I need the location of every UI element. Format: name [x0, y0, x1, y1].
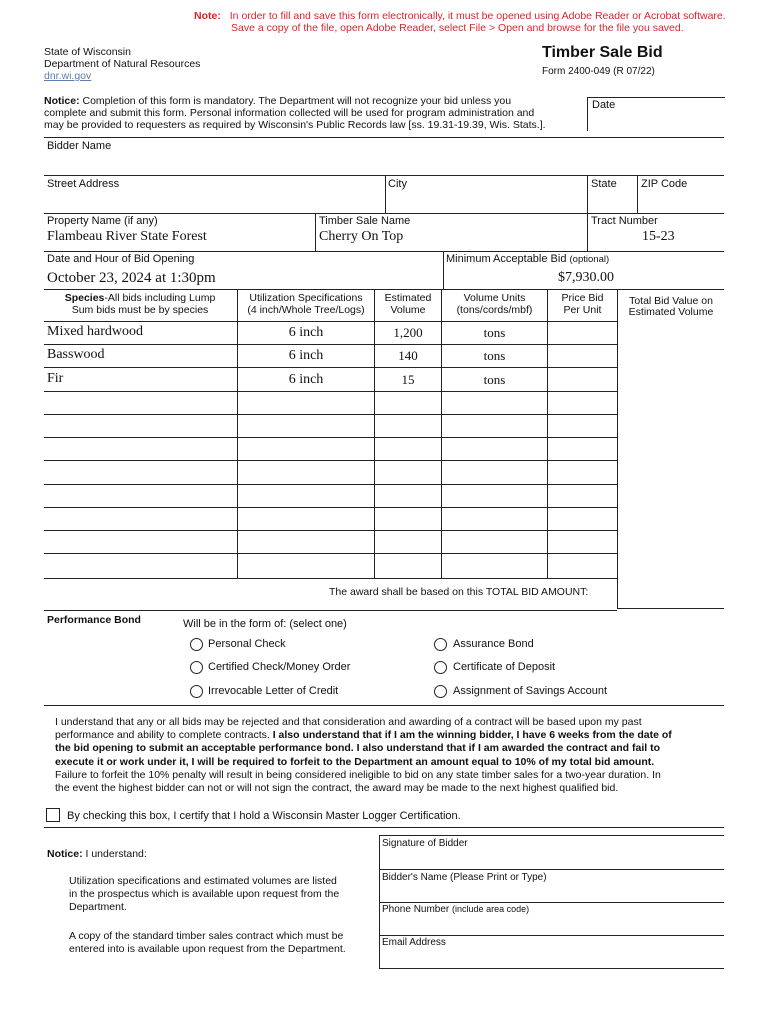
opening-input[interactable]: October 23, 2024 at 1:30pm	[47, 270, 216, 286]
phone-label: Phone Number (include area code)	[382, 904, 530, 915]
tract-number-input[interactable]: 15-23	[642, 229, 675, 244]
col-volume-header: Estimated Volume	[384, 292, 432, 316]
property-input[interactable]: Flambeau River State Forest	[47, 229, 207, 244]
city-input[interactable]	[386, 190, 586, 212]
zip-label: ZIP Code	[641, 178, 688, 190]
bond-instruction: Will be in the form of: (select one)	[183, 618, 347, 630]
terms-paragraph: I understand that any or all bids may be rejected and that consideration and awarding of a contract will be based upon my past performance and ability to complete contracts. I also understand that if I am the winning bidder, I have 6 weeks from the date of the bid opening to submit an acceptable performance bond. I also understand that if I am awarded the contract and fail to execute it or work under it, I will be required to forfeit to the Department an amount equal to 10% of my total bid amount. Failure to forfeit the 10% penalty will result in being considered ineligible to bid on any state timber sales for a two-year duration. In the event the highest bidder can not or will not sign the contract, the award may be made to the next highest qualified bid.	[55, 716, 672, 795]
date-label: Date	[592, 99, 616, 111]
radio-certificate-of-deposit[interactable]	[434, 661, 447, 674]
bidder-print-name-input[interactable]	[380, 884, 724, 901]
zip-input[interactable]	[638, 190, 724, 212]
row2-volume[interactable]: 140	[398, 348, 418, 363]
col-species-header: Species-All bids including Lump Sum bids must be by species	[64, 292, 216, 316]
agency-dept: Department of Natural Resources	[44, 58, 201, 70]
radio-savings-account[interactable]	[434, 685, 447, 698]
state-input[interactable]	[588, 190, 636, 212]
agency-state: State of Wisconsin	[44, 46, 131, 58]
sale-name-input[interactable]: Cherry On Top	[319, 229, 404, 244]
bidder-print-name-label: Bidder's Name (Please Print or Type)	[382, 872, 547, 883]
row3-species[interactable]: Fir	[47, 371, 64, 386]
row3-util[interactable]: 6 inch	[288, 372, 324, 387]
agency-link[interactable]: dnr.wi.gov	[44, 70, 92, 82]
radio-assurance-bond[interactable]	[434, 638, 447, 651]
option-personal-check: Personal Check	[208, 638, 286, 650]
option-letter-of-credit: Irrevocable Letter of Credit	[208, 685, 339, 697]
performance-bond-label: Performance Bond	[47, 614, 141, 626]
note-label: Note:	[194, 10, 221, 22]
col-util-header: Utilization Specifications (4 inch/Whole Tree/Logs)	[247, 292, 365, 316]
option-certified-check: Certified Check/Money Order	[208, 661, 351, 673]
form-number: Form 2400-049 (R 07/22)	[542, 66, 655, 77]
min-bid-input[interactable]: $7,930.00	[558, 270, 614, 285]
notice-block	[44, 95, 589, 131]
notice-text2: complete and submit this form. Personal information collected will be used for program administration and	[44, 107, 535, 119]
row3-volume[interactable]: 15	[401, 372, 415, 387]
notice-label: Notice:	[44, 95, 80, 107]
signature-label: Signature of Bidder	[382, 838, 468, 849]
agency-block	[44, 46, 200, 82]
option-assurance-bond: Assurance Bond	[453, 638, 534, 650]
total-bid-input[interactable]	[618, 580, 724, 608]
notice-text1: Completion of this form is mandatory. The Department will not recognize your bid unless you	[79, 95, 512, 107]
col-units-header: Volume Units (tons/cords/mbf)	[456, 292, 533, 316]
opening-label: Date and Hour of Bid Opening	[47, 253, 195, 265]
radio-personal-check[interactable]	[190, 638, 203, 651]
option-certificate-of-deposit: Certificate of Deposit	[453, 661, 556, 673]
email-label: Email Address	[382, 937, 446, 948]
row1-units[interactable]: tons	[483, 325, 506, 340]
row2-units[interactable]: tons	[483, 348, 506, 363]
row2-util[interactable]: 6 inch	[288, 348, 324, 363]
phone-input[interactable]	[380, 916, 724, 933]
min-bid-label: Minimum Acceptable Bid (optional)	[446, 253, 610, 265]
note-line2: Save a copy of the file, open Adobe Reader, select File > Open and browse for the file you saved.	[231, 22, 684, 34]
row1-util[interactable]: 6 inch	[288, 325, 324, 340]
notice2-item2: A copy of the standard timber sales contract which must be entered into is available upon request from the Department.	[69, 930, 346, 955]
radio-certified-check[interactable]	[190, 661, 203, 674]
certify-label: By checking this box, I certify that I hold a Wisconsin Master Logger Certification.	[67, 810, 461, 822]
notice2-block: Notice: I understand:	[47, 848, 147, 860]
row3-units[interactable]: tons	[483, 372, 506, 387]
option-savings-account: Assignment of Savings Account	[453, 685, 608, 697]
radio-letter-of-credit[interactable]	[190, 685, 203, 698]
tract-label: Tract Number	[591, 215, 658, 227]
col-total-header: Total Bid Value on Estimated Volume	[628, 295, 714, 318]
col-price-header: Price Bid Per Unit	[561, 292, 604, 316]
date-input[interactable]	[588, 111, 724, 131]
row1-price-input[interactable]	[548, 322, 617, 344]
city-label: City	[388, 178, 407, 190]
electronic-note	[194, 10, 726, 22]
row2-price-input[interactable]	[548, 345, 617, 367]
signature-input[interactable]	[380, 850, 724, 868]
bidder-name-input[interactable]	[44, 153, 724, 173]
row2-species[interactable]: Basswood	[47, 347, 105, 362]
row1-species[interactable]: Mixed hardwood	[47, 324, 144, 339]
row3-price-input[interactable]	[548, 368, 617, 390]
street-input[interactable]	[44, 190, 384, 212]
property-label: Property Name (if any)	[47, 215, 158, 227]
row1-volume[interactable]: 1,200	[393, 325, 423, 340]
sale-label: Timber Sale Name	[319, 215, 411, 227]
email-input[interactable]	[380, 949, 724, 968]
notice-text3: may be provided to requesters as required by Wisconsin's Public Records law [ss. 19.31-19.39, Wis. Stats.].	[44, 119, 546, 131]
state-label: State	[591, 178, 617, 190]
bidder-name-label: Bidder Name	[47, 140, 112, 152]
street-label: Street Address	[47, 178, 120, 190]
note-line1: In order to fill and save this form electronically, it must be opened using Adobe Reader or Acrobat software.	[229, 10, 726, 22]
notice2-item1: Utilization specifications and estimated volumes are listed in the prospectus which is available upon request from the Department.	[69, 875, 340, 913]
form-title: Timber Sale Bid	[542, 44, 663, 61]
master-logger-checkbox[interactable]	[46, 808, 60, 822]
total-bid-label: The award shall be based on this TOTAL BID AMOUNT:	[329, 586, 589, 598]
